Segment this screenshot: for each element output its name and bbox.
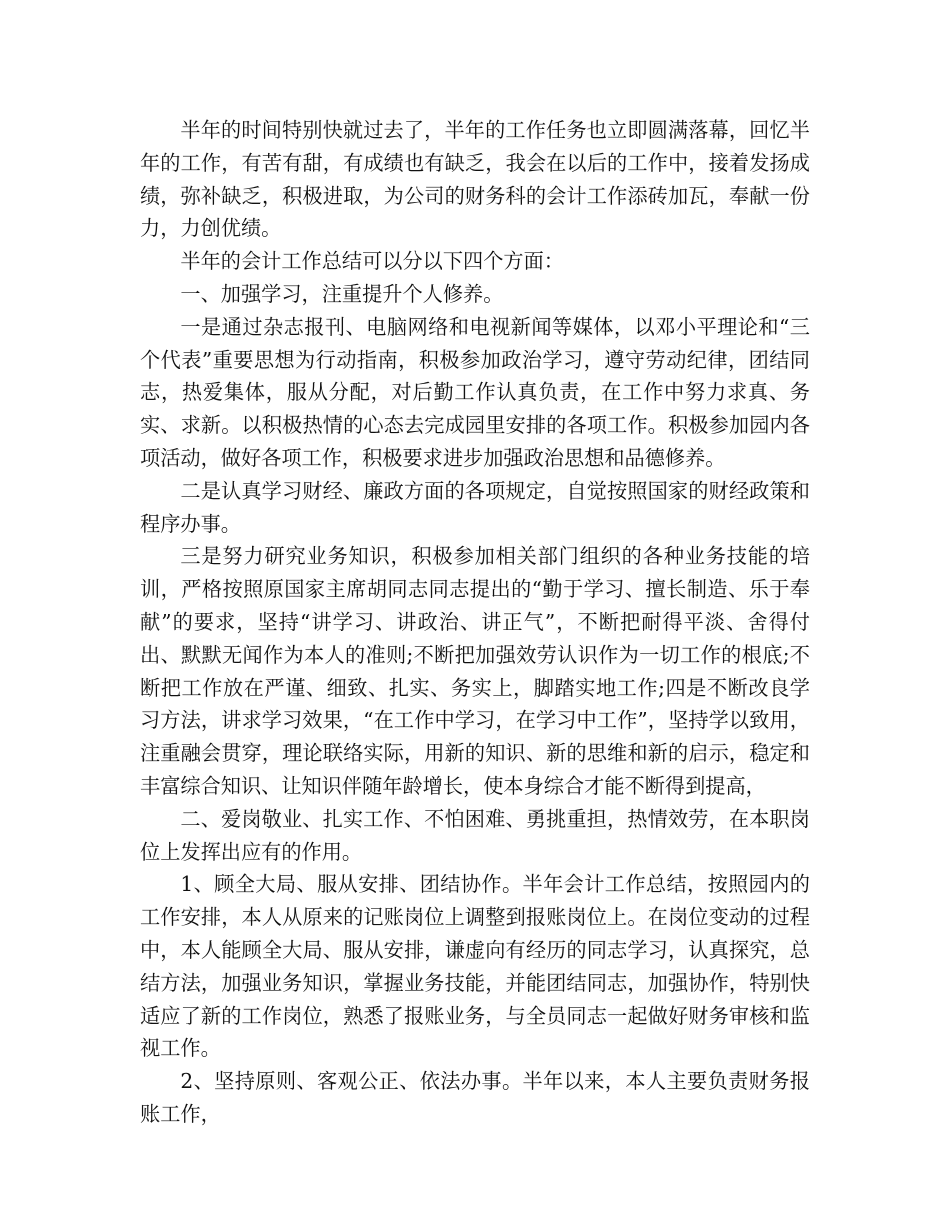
paragraph-study-1: 一是通过杂志报刊、电脑网络和电视新闻等媒体，以邓小平理论和“三个代表”重要思想为行动指南，积极参加政治学习，遵守劳动纪律，团结同志，热爱集体，服从分配，对后勤工作认真负责，在工作中努力求真、务实、求新。以积极热情的心态去完成园里安排的各项工作。积极参加园内各项活动，做好各项工作，积极要求进步加强政治思想和品德修养。	[140, 314, 810, 470]
section-heading-1: 一、加强学习，注重提升个人修养。	[180, 281, 504, 306]
paragraph-overview: 半年的会计工作总结可以分以下四个方面：	[180, 249, 564, 274]
paragraph-item-2: 2、坚持原则、客观公正、依法办事。半年以来，本人主要负责财务报账工作，	[140, 1069, 810, 1126]
paragraph-study-3: 三是努力研究业务知识，积极参加相关部门组织的各种业务技能的培训，严格按照原国家主席胡同志同志提出的“勤于学习、擅长制造、乐于奉献”的要求，坚持“讲学习、讲政治、讲正气”，不断把耐得平淡、舍得付出、默默无闻作为本人的准则;不断把加强效劳认识作为一切工作的根底;不断把工作放在严谨、细致、扎实、务实上，脚踏实地工作;四是不断改良学习方法，讲求学习效果，“在工作中学习，在学习中工作”，坚持学以致用，注重融会贯穿，理论联络实际，用新的知识、新的思维和新的启示，稳定和丰富综合知识、让知识伴随年龄增长，使本身综合才能不断得到提高，	[140, 544, 810, 798]
paragraph-intro: 半年的时间特别快就过去了，半年的工作任务也立即圆满落幕，回忆半年的工作，有苦有甜，有成绩也有缺乏，我会在以后的工作中，接着发扬成绩，弥补缺乏，积极进取，为公司的财务科的会计工作添砖加瓦，奉献一份力，力创优绩。	[140, 118, 810, 241]
section-heading-2: 二、爱岗敬业、扎实工作、不怕困难、勇挑重担，热情效劳，在本职岗位上发挥出应有的作用。	[140, 806, 810, 864]
paragraph-item-1: 1、顾全大局、服从安排、团结协作。半年会计工作总结，按照园内的工作安排，本人从原来的记账岗位上调整到报账岗位上。在岗位变动的过程中，本人能顾全大局、服从安排，谦虚向有经历的同志学习，认真探究，总结方法，加强业务知识，掌握业务技能，并能团结同志，加强协作，特别快适应了新的工作岗位，熟悉了报账业务，与全员同志一起做好财务审核和监视工作。	[140, 872, 810, 1061]
document-body	[140, 114, 810, 1131]
paragraph-study-2: 二是认真学习财经、廉政方面的各项规定，自觉按照国家的财经政策和程序办事。	[140, 478, 810, 536]
